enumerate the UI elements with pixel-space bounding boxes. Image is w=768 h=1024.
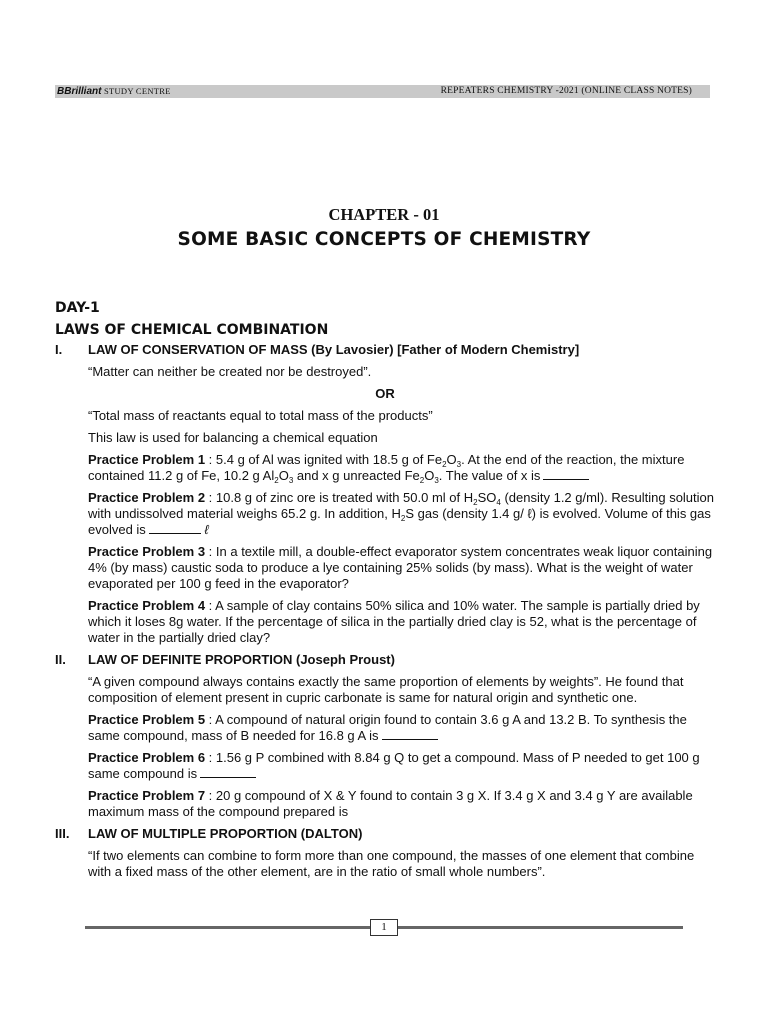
brand-name: BBrilliant <box>57 86 102 97</box>
law-2-title: LAW OF DEFINITE PROPORTION (Joseph Proust) <box>88 652 395 667</box>
answer-blank <box>200 776 256 778</box>
law-1-number: I. <box>55 342 63 357</box>
header-course: REPEATERS CHEMISTRY -2021 (ONLINE CLASS NOTES) <box>440 86 692 96</box>
brand-centre: STUDY CENTRE <box>103 86 171 96</box>
practice-problem-1: Practice Problem 1 : 5.4 g of Al was ignited with 18.5 g of $Fe_2O_3$. At the end of the reaction, the mixture contained 11.2 g of Fe, 10.2 g $Al_2O_3$ and x g unreacted $Fe_2O_3$. The value of x is <box>88 452 685 485</box>
law-1-heading <box>55 342 715 358</box>
footer-rule-right <box>398 926 683 929</box>
problem-label: Practice Problem 1 <box>88 452 206 467</box>
law-2-quote: “A given compound always contains exactly the same proportion of elements by weights”. He found that composition of element present in cupric carbonate is same for natural origin and synthetic one. <box>88 674 684 705</box>
practice-problem-2: Practice Problem 2 : 10.8 g of zinc ore is treated with 50.0 ml of $H_2SO_4$ (density 1.2 g/ml). Resulting solution with undissolved material weighs 65.2 g. In addition, $H_2S$ gas (density 1.4 g/ ℓ) is evolved. Volume of this gas evolved is ℓ <box>88 490 714 537</box>
law-3-title: LAW OF MULTIPLE PROPORTION (DALTON) <box>88 826 363 841</box>
practice-problem-4: Practice Problem 4 : A sample of clay contains 50% silica and 10% water. The sample is partially dried by which it loses 8g water. If the percentage of silica in the partially dried clay is 52, what is the percentage of water in the partially dried clay? <box>88 598 700 645</box>
problem-label: Practice Problem 6 <box>88 750 206 765</box>
law-3-heading <box>55 826 715 842</box>
page-number: 1 <box>370 919 398 936</box>
practice-problem-6: Practice Problem 6 : 1.56 g P combined with 8.84 g Q to get a compound. Mass of P needed to get 100 g same compound is <box>88 750 700 781</box>
problem-label: Practice Problem 7 <box>88 788 206 803</box>
law-1-quote-1: “Matter can neither be created nor be destroyed”. <box>88 364 372 379</box>
practice-problem-5: Practice Problem 5 : A compound of natural origin found to contain 3.6 g A and 13.2 B. To synthesis the same compound, mass of B needed for 16.8 g A is <box>88 712 687 743</box>
unit-litre: ℓ <box>204 522 209 537</box>
practice-problem-3: Practice Problem 3 : In a textile mill, a double-effect evaporator system concentrates weak liquor containing 4% (by mass) caustic soda to produce a lye containing 25% solids (by mass). What is the weight of water evaporated per 100 g feed in the evaporator? <box>88 544 713 591</box>
problem-label: Practice Problem 4 <box>88 598 206 613</box>
law-2-number: II. <box>55 652 66 667</box>
law-3-number: III. <box>55 826 70 841</box>
problem-label: Practice Problem 3 <box>88 544 206 559</box>
section-heading: LAWS OF CHEMICAL COMBINATION <box>55 322 329 338</box>
law-3-quote: “If two elements can combine to form more than one compound, the masses of one element that combine with a fixed mass of the other element, are in the ratio of small whole numbers”. <box>88 848 695 879</box>
document-body <box>55 300 715 886</box>
law-1-quote-2: “Total mass of reactants equal to total mass of the products” <box>88 408 433 423</box>
answer-blank <box>543 478 589 480</box>
answer-blank <box>382 738 438 740</box>
day-heading: DAY-1 <box>55 300 100 316</box>
practice-problem-7: Practice Problem 7 : 20 g compound of X & Y found to contain 3 g X. If 3.4 g X and 3.4 g Y are available maximum mass of the compound prepared is <box>88 788 693 819</box>
problem-label: Practice Problem 5 <box>88 712 206 727</box>
or-separator: OR <box>375 386 395 401</box>
answer-blank <box>149 532 201 534</box>
footer-rule-left <box>85 926 370 929</box>
running-header <box>55 85 710 98</box>
header-brand <box>57 85 171 98</box>
law-1-note: This law is used for balancing a chemical equation <box>88 430 378 445</box>
law-1-title: LAW OF CONSERVATION OF MASS (By Lavosier) [Father of Modern Chemistry] <box>88 342 580 357</box>
problem-label: Practice Problem 2 <box>88 490 206 505</box>
law-2-heading <box>55 652 715 668</box>
page-title: SOME BASIC CONCEPTS OF CHEMISTRY <box>177 229 591 250</box>
chapter-number: CHAPTER - 01 <box>328 205 440 224</box>
